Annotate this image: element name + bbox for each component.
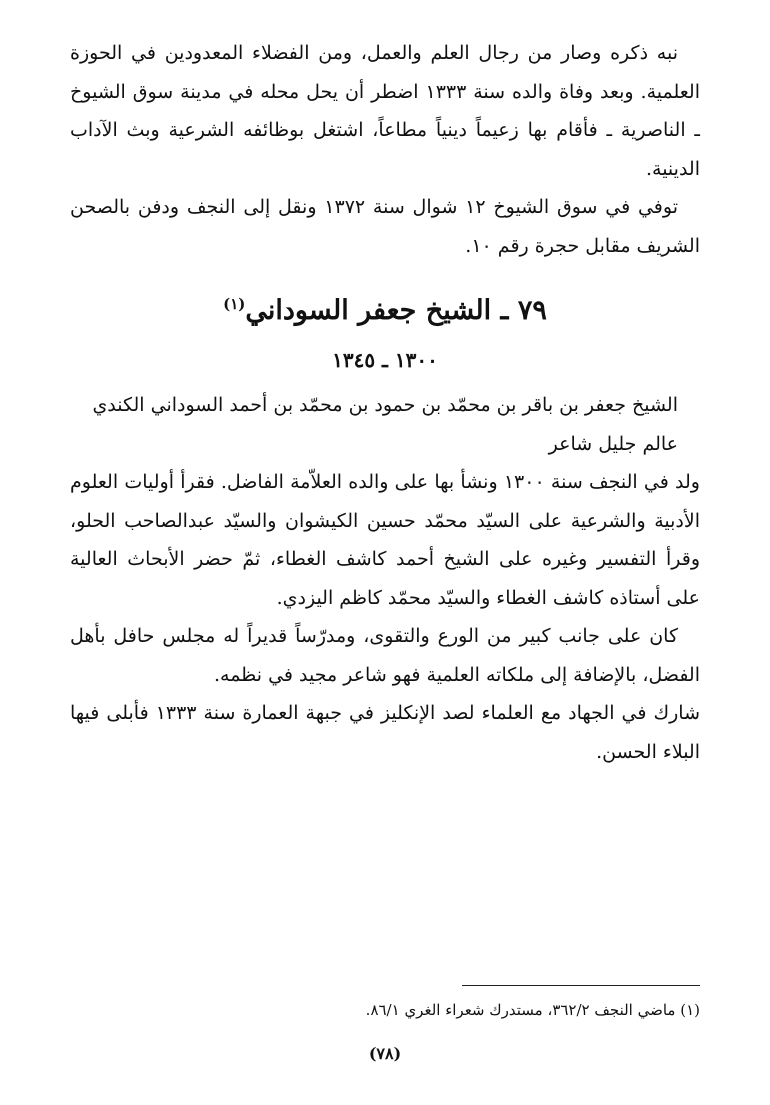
footnote: (١) ماضي النجف ٣٦٢/٢، مستدرك شعراء الغري ٨٦/١. — [365, 1001, 700, 1019]
heading-footnote-ref: (١) — [223, 295, 246, 313]
entry-years: ١٣٠٠ ـ ١٣٤٥ — [332, 348, 438, 372]
entry-paragraph-birth: ولد في النجف سنة ١٣٠٠ ونشأ بها على والده العلاّمة الفاضل. فقرأ أوليات العلوم الأدبية والشرعية على السيّد محمّد حسين الكيشوان والسيّد عبدالصاحب الحلو، وقرأ التفسير وغيره على الشيخ أحمد كاشف الغطاء، ثمّ حضر الأبحاث العالية على أستاذه كاشف الغطاء والسيّد محمّد كاظم اليزدي. — [70, 471, 700, 609]
intro-paragraph-2: توفي في سوق الشيوخ ١٢ شوال سنة ١٣٧٢ ونقل إلى النجف ودفن بالصحن الشريف مقابل حجرة رقم ١٠. — [70, 196, 700, 257]
entry-heading-text: ٧٩ ـ الشيخ جعفر السوداني — [245, 295, 547, 326]
page-body — [70, 34, 700, 771]
entry-paragraph-name: الشيخ جعفر بن باقر بن محمّد بن حمود بن محمّد بن أحمد السوداني الكندي — [92, 394, 678, 416]
entry-paragraph-description: عالم جليل شاعر — [548, 432, 678, 455]
footnote-divider — [462, 985, 700, 986]
entry-paragraph-jihad: شارك في الجهاد مع العلماء لصد الإنكليز في جبهة العمارة سنة ١٣٣٣ فأبلى فيها البلاء الحسن. — [70, 702, 700, 763]
page-number: (٧٨) — [368, 1044, 402, 1063]
entry-heading — [70, 281, 700, 334]
intro-paragraph-1: نبه ذكره وصار من رجال العلم والعمل، ومن الفضلاء المعدودين في الحوزة العلمية. وبعد وفاة والده سنة ١٣٣٣ اضطر أن يحل محله في مدينة سوق الشيوخ ـ الناصرية ـ فأقام بها زعيماً دينياً مطاعاً، اشتغل بوظائفه الشرعية وبث الآداب الدينية. — [70, 42, 700, 180]
entry-paragraph-character: كان على جانب كبير من الورع والتقوى، ومدرّساً قديراً له مجلس حافل بأهل الفضل، بالإضافة إلى ملكاته العلمية فهو شاعر مجيد في نظمه. — [70, 625, 700, 686]
